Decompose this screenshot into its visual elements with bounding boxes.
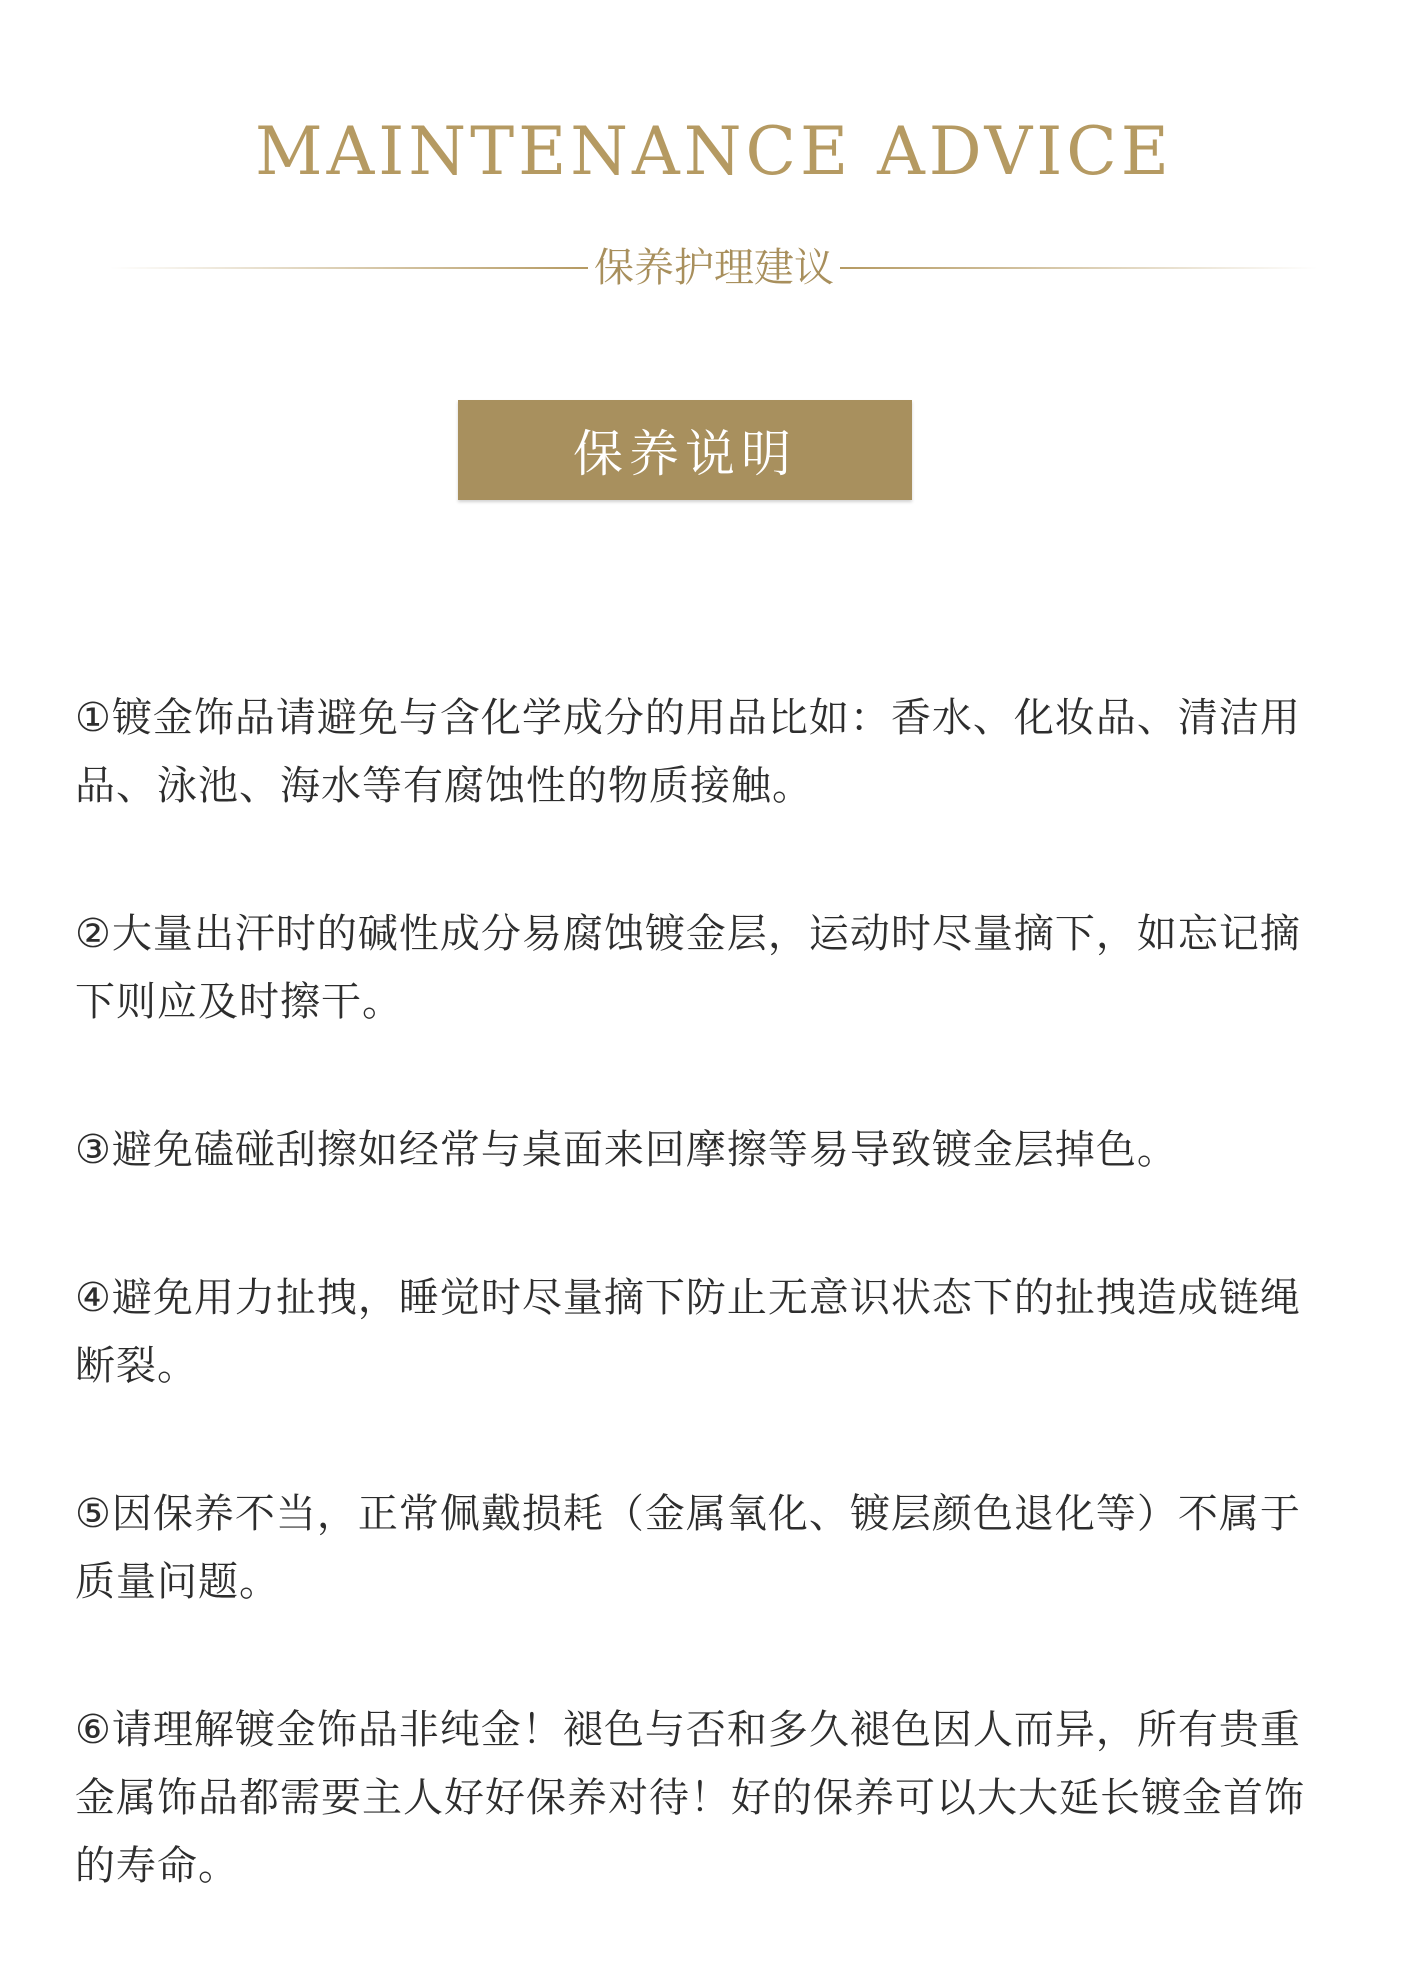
divider-line-left — [110, 267, 588, 269]
subtitle: 保养护理建议 — [594, 245, 834, 291]
divider-line-right — [840, 267, 1318, 269]
list-item: ⑤因保养不当，正常佩戴损耗（金属氧化、镀层颜色退化等）不属于质量问题。 — [75, 1491, 1301, 1605]
list-item: ②大量出汗时的碱性成分易腐蚀镀金层，运动时尽量摘下，如忘记摘下则应及时擦干。 — [75, 911, 1301, 1025]
list-item: ③避免磕碰刮擦如经常与桌面来回摩擦等易导致镀金层掉色。 — [75, 1127, 1178, 1173]
care-list — [75, 684, 1335, 1980]
list-item: ①镀金饰品请避免与含化学成分的用品比如：香水、化妆品、清洁用品、泳池、海水等有腐蚀性的物质接触。 — [75, 695, 1301, 809]
list-item: ⑥请理解镀金饰品非纯金！褪色与否和多久褪色因人而异，所有贵重金属饰品都需要主人好好保养对待！好的保养可以大大延长镀金首饰的寿命。 — [75, 1707, 1305, 1889]
page-title: MAINTENANCE ADVICE — [255, 113, 1173, 190]
subtitle-divider — [110, 240, 1318, 296]
list-item: ④避免用力扯拽，睡觉时尽量摘下防止无意识状态下的扯拽造成链绳断裂。 — [75, 1275, 1301, 1389]
care-instructions-button[interactable]: 保养说明 — [458, 400, 912, 500]
